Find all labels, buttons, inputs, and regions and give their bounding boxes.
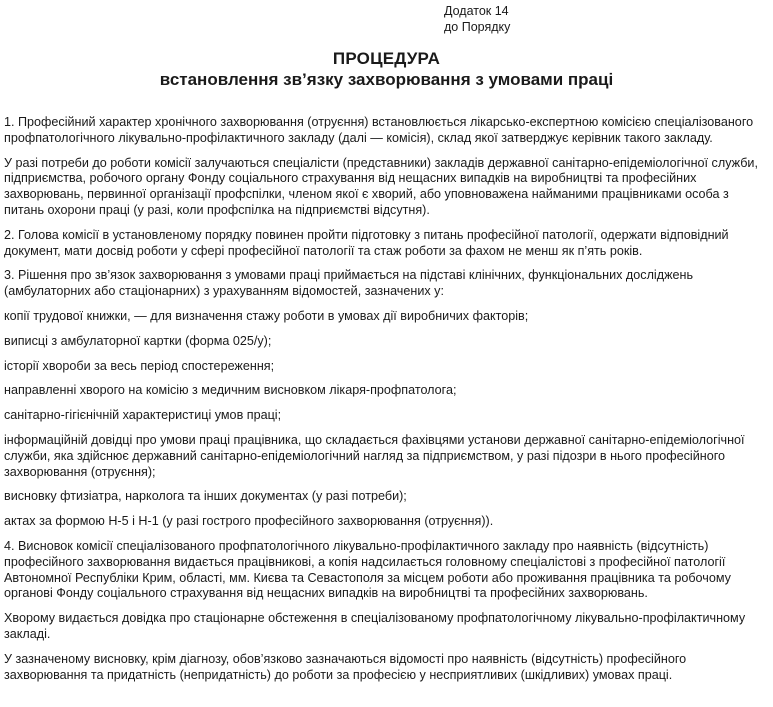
list-item-employment-record: копії трудової книжки, — для визначення стажу роботи в умовах дії виробничих факторів; [4, 308, 529, 323]
list-item-medical-history: історії хвороби за весь період спостереження; [4, 358, 275, 373]
document-title: ПРОЦЕДУРА [332, 49, 441, 68]
paragraph-2: 2. Голова комісії в установленому порядку повинен пройти підготовку з питань професійної патології, одержати відповідний документ, мати досвід роботи у сфері професійної патології та стаж роботи за фахом не менш як п’ять років. [4, 227, 729, 258]
attachment-number: Додаток 14 [444, 4, 509, 18]
list-item-info-certificate: інформаційній довідці про умови праці працівника, що складається фахівцями установи державної санітарно-епідеміологічної служби, яка здійснює державний санітарно-епідеміологічний нагляд за підприємством, у разі підозри в нього професійного захворювання (отруєння); [4, 432, 745, 479]
document-subtitle: встановлення зв’язку захворювання з умовами праці [159, 70, 614, 89]
paragraph-4: 4. Висновок комісії спеціалізованого профпатологічного лікувально-профілактичного закладу про наявність (відсутність) професійного захворювання видається працівникові, а копія надсилається головному спеціалістові з професійної патології Автономної Республіки Крим, області, мм. Києва та Севастополя за місцем роботи або проживання працівника та робочому органові Фонду соціального страхування від нещасних випадків на виробництві та професійних захворювань. [4, 538, 731, 601]
list-item-acts: актах за формою Н-5 і Н-1 (у разі гострого професійного захворювання (отруєння)). [4, 514, 494, 529]
list-item-sanitary-characteristic: санітарно-гігієнічній характеристиці умов праці; [4, 408, 282, 423]
paragraph-1-staff: У разі потреби до роботи комісії залучаються спеціалісти (представники) закладів державної санітарно-епідеміологічної служби, підприємства, робочого органу Фонду соціального страхування від нещасних випадків на виробництві та професійних захворювань, первинної організації профспілки, членом якої є хворий, або уповноважена найманими працівниками особа з питань охорони праці (у разі, коли профспілка на підприємстві відсутня). [4, 155, 758, 217]
paragraph-1: 1. Професійний характер хронічного захворювання (отруєння) встановлюється лікарсько-експертною комісією спеціалізованого профпатологічного лікувально-профілактичного закладу (далі — комісія), склад якої затверджує керівник такого закладу. [4, 115, 754, 145]
document-body [4, 115, 770, 692]
paragraph-4-conclusion-details: У зазначеному висновку, крім діагнозу, обов’язково зазначаються відомості про наявність (відсутність) професійного захворювання та придатність (непридатність) до роботи за професією у несприятливих (шкідливих) умовах праці. [4, 651, 687, 682]
attachment-note [444, 3, 510, 35]
list-item-outpatient-card: виписці з амбулаторної картки (форма 025/у); [4, 333, 272, 348]
list-item-referral: направленні хворого на комісію з медичним висновком лікаря-профпатолога; [4, 383, 457, 398]
attachment-reference: до Порядку [444, 20, 511, 34]
list-item-specialist-conclusions: висновку фтизіатра, нарколога та інших документах (у разі потреби); [4, 489, 407, 504]
paragraph-3: 3. Рішення про зв’язок захворювання з умовами праці приймається на підставі клінічних, функціональних досліджень (амбулаторних або стаціонарних) з урахуванням відомостей, зазначених у: [4, 268, 694, 299]
paragraph-4-certificate: Хворому видається довідка про стаціонарне обстеження в спеціалізованому профпатологічному лікувально-профілактичному закладі. [4, 611, 746, 641]
